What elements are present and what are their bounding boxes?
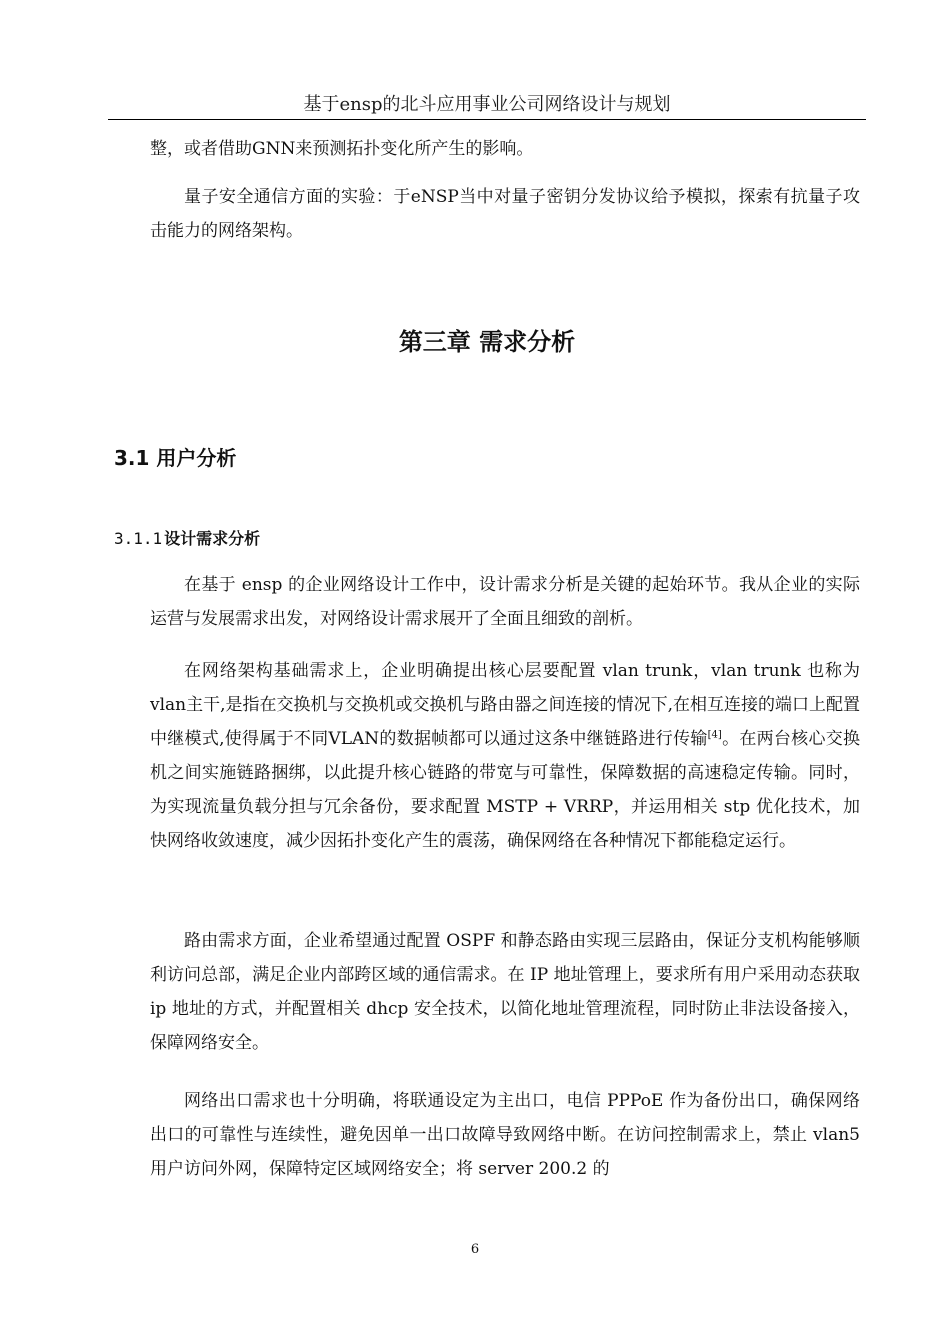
subsection-number: 3.1.1 <box>114 529 163 548</box>
subsection-title <box>114 526 260 552</box>
header-rule <box>108 119 866 120</box>
subsection-label: 设计需求分析 <box>164 529 261 548</box>
architecture-text-part2: 。在两台核心交换机之间实施链路捆绑，以此提升核心链路的带宽与可靠性，保障数据的高速稳定传输。同时，为实现流量负载分担与冗余备份，要求配置 MSTP + VRRP，并运用相关 stp 优化技术，加快网络收敛速度，减少因拓扑变化产生的震荡，确保网络在各种情况下都能稳定运行。 <box>150 729 861 851</box>
section-title: 3.1 用户分析 <box>114 446 237 470</box>
page-number: 6 <box>470 1242 480 1257</box>
design-requirements-paragraph: 在基于 ensp 的企业网络设计工作中，设计需求分析是关键的起始环节。我从企业的实际运营与发展需求出发，对网络设计需求展开了全面且细致的剖析。 <box>150 575 860 629</box>
quantum-paragraph: 量子安全通信方面的实验：于eNSP当中对量子密钥分发协议给予模拟，探索有抗量子攻击能力的网络架构。 <box>150 187 860 241</box>
architecture-text-part1: 在网络架构基础需求上，企业明确提出核心层要配置 vlan trunk，vlan trunk 也称为vlan主干,是指在交换机与交换机或交换机与路由器之间连接的情况下,在相互连接的端口上配置中继模式,使得属于不同VLAN的数据帧都可以通过这条中继链路进行传输 <box>150 661 860 749</box>
citation-reference: [4] <box>707 729 722 741</box>
routing-requirements-paragraph: 路由需求方面，企业希望通过配置 OSPF 和静态路由实现三层路由，保证分支机构能够顺利访问总部，满足企业内部跨区域的通信需求。在 IP 地址管理上，要求所有用户采用动态获取 ip 地址的方式，并配置相关 dhcp 安全技术，以简化地址管理流程，同时防止非法设备接入，保障网络安全。 <box>150 931 860 1053</box>
architecture-requirements-paragraph <box>150 654 860 858</box>
egress-requirements-paragraph: 网络出口需求也十分明确，将联通设定为主出口，电信 PPPoE 作为备份出口，确保网络出口的可靠性与连续性，避免因单一出口故障导致网络中断。在访问控制需求上，禁止 vlan5 用户访问外网，保障特定区域网络安全；将 server 200.2 的 <box>150 1091 860 1179</box>
chapter-title: 第三章 需求分析 <box>398 328 576 356</box>
running-header: 基于ensp的北斗应用事业公司网络设计与规划 <box>303 94 671 115</box>
continuation-paragraph: 整，或者借助GNN来预测拓扑变化所产生的影响。 <box>150 139 534 159</box>
